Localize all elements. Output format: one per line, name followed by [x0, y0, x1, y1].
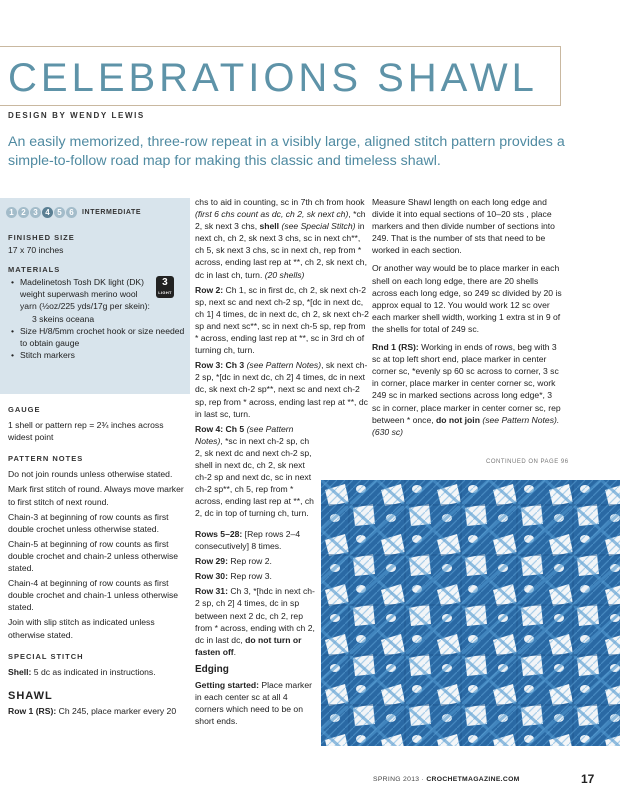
row-text: Rep row 2. [227, 556, 272, 567]
text-run: shell [259, 221, 280, 232]
row-3 [195, 359, 371, 419]
row-label: Rnd 1 (RS): [372, 342, 419, 353]
designer-byline: DESIGN BY WENDY LEWIS [8, 111, 145, 120]
text-run: (first 6 chs count as dc, ch 2, sk next ch) [195, 209, 349, 220]
row-30 [195, 570, 317, 582]
intro-deck: An easily memorized, three-row repeat in a visibly large, aligned stitch pattern provides a simple-to-follow road map for making this classic and timeless shawl. [8, 134, 565, 169]
row-text: , *sc in next ch-2 sp, ch 2, sk next dc and next ch-2 sp, shell in next dc, ch 2, sk next ch-2 sp and next dc, sc in next ch-2 sp**, ch 5, rep from * across, ending last rep at **, ch 2, dc in top of turning ch, turn. [195, 435, 314, 519]
row-note: (see Pattern Notes) [195, 423, 294, 446]
page-footer [373, 776, 520, 783]
row-4 [195, 423, 315, 520]
row-emphasis: do not turn or fasten off [195, 634, 302, 657]
row-text: Ch 245, place marker every 20 [56, 705, 177, 716]
skill-dot: 1 [6, 207, 17, 218]
rows-5-28 [195, 528, 317, 552]
note-item: Chain-5 at beginning of row counts as first double crochet and chain-2 unless otherwise stated. [8, 538, 179, 574]
text-run: in next ch, ch 2, sk next 3 chs, sc in next ch**, ch 5, sk next 3 chs, sc in next ch, rep from * across, ending last rep at **, ch 2, sk next ch, dc in last ch, turn. [195, 221, 367, 280]
row-text: Working in ends of rows, beg with 3 sc at top left short end, place marker in center corner sc, *evenly sp 60 sc across to corner, 3 sc in corner, place marker in center corner sc, work 249 sc in marked sections across long edge*, 3 sc in corner, place marker in center corner sc, rep between * once, [372, 342, 561, 425]
issue-label: SPRING 2013 · [373, 776, 427, 783]
finished-size-heading: FINISHED SIZE [8, 233, 75, 242]
text-run: (20 shells) [264, 269, 305, 280]
column-2 [195, 196, 371, 522]
row-note: (see Pattern Notes) [244, 360, 322, 371]
edging-heading: Edging [195, 663, 229, 675]
special-stitch-text [8, 666, 188, 678]
row-label: Row 2: [195, 284, 224, 295]
row-text: Ch 1, sc in first dc, ch 2, sk next ch-2 sp, next sc and next ch-2 sp, *[dc in next dc, ch 1] 4 times, dc in next dc, ch 2, sk next ch-2 sp and next sc**, sc in next ch-5 sp, rep from * across, ending last rep at **, sc in 3rd ch of turning ch, turn. [195, 284, 369, 356]
column-2-lower [195, 528, 317, 730]
row-29 [195, 555, 317, 567]
special-stitch-heading: SPECIAL STITCH [8, 651, 84, 661]
material-subitem: 3 skeins oceana [32, 313, 95, 324]
row-emphasis: do not join [436, 414, 480, 425]
row-label: Row 30: [195, 571, 228, 582]
paragraph: Measure Shawl length on each long edge and divide it into equal sections of 10–20 sts , place markers and then divide number of sections into 249. That is the number of sts that need to be worked in each section. [372, 197, 555, 256]
row-label: Row 3: Ch 3 [195, 360, 245, 371]
row-31 [195, 585, 317, 658]
note-item: Do not join rounds unless otherwise stated. [8, 469, 173, 480]
stitch-pattern-photo [321, 480, 620, 746]
row-label: Getting started: [195, 680, 259, 691]
column-1 [8, 404, 188, 720]
yarn-weight-label: LIGHT [158, 290, 172, 295]
yarn-weight-icon [156, 276, 174, 298]
material-item [20, 313, 188, 325]
row-label: Row 4: Ch 5 [195, 423, 245, 434]
skill-dot: 5 [54, 207, 65, 218]
row-text: [Rep rows 2–4 consecutively] 8 times. [195, 529, 301, 552]
row-note: (see Pattern Notes). (630 sc) [372, 414, 560, 437]
text-run: chs to aid in counting, sc in 7th ch from hook [195, 197, 365, 207]
yarn-weight-number: 3 [162, 277, 168, 288]
special-stitch-desc: 5 dc as indicated in instructions. [31, 666, 156, 677]
text-run: (see Special Stitch) [279, 221, 356, 232]
row-text: Place marker in each center sc at all 4 corners which need to be on short ends. [195, 680, 312, 727]
getting-started [195, 679, 317, 727]
skill-level-label: INTERMEDIATE [82, 209, 142, 216]
gauge-heading: GAUGE [8, 405, 41, 414]
page-title: CELEBRATIONS SHAWL [8, 56, 538, 100]
paragraph: Or another way would be to place marker in each shell on each long edge, there are 20 shells across each long edge, so 249 sc divided by 20 is approx equal to 12. You would work 12 sc over each marker shell width, working 1 extra st in 9 of the shells for total of 249 sc. [372, 263, 562, 334]
row-label: Row 29: [195, 556, 228, 567]
row-text: Ch 3, *[hdc in next ch-2 sp, ch 2] 4 times, dc in sp between next 2 dc, ch 2, rep from * across, ending with ch 2, dc in last dc, [195, 586, 315, 645]
note-item: Join with slip stitch as indicated unless otherwise stated. [8, 617, 155, 640]
text-run: , *ch 2, sk next 3 chs, [195, 209, 366, 232]
column-3 [372, 196, 562, 441]
website-label: CROCHETMAGAZINE.COM [426, 776, 520, 783]
finished-size-value: 17 x 70 inches [8, 245, 64, 256]
continued-note: CONTINUED ON PAGE 96 [486, 459, 569, 465]
material-item: • Size H/8/5mm crochet hook or size needed to obtain gauge [20, 325, 188, 349]
row-label: Row 31: [195, 586, 228, 597]
materials-heading: MATERIALS [8, 265, 61, 275]
skill-level-indicator [6, 207, 141, 218]
row-label: Rows 5–28: [195, 529, 243, 539]
material-item: • Madelinetosh Tosh DK light (DK) weight superwash merino wool yarn (½oz/225 yds/17g per skein): [20, 276, 150, 312]
row-text: Rep row 3. [227, 571, 272, 582]
skill-dot: 3 [30, 207, 41, 218]
shawl-heading: SHAWL [8, 689, 53, 702]
row-1-continued [195, 196, 371, 281]
row-2 [195, 284, 371, 357]
special-stitch-label: Shell: [8, 666, 32, 677]
note-item: Chain-3 at beginning of row counts as first double crochet unless otherwise stated. [8, 511, 169, 534]
note-item: Chain-4 at beginning of row counts as first double crochet and chain-1 unless otherwise stated. [8, 578, 179, 613]
gauge-text: 1 shell or pattern rep = 2¾ inches across widest point [8, 420, 164, 443]
material-item: • Stitch markers [20, 349, 188, 361]
row-text: . [233, 646, 237, 657]
note-item: Mark first stitch of round. Always move marker to first stitch of next round. [8, 484, 184, 507]
skill-dot-active: 4 [42, 207, 53, 218]
row-text: , sk next ch-2 sp, *[dc in next dc, ch 2] 4 times, dc in next dc, sk next ch-2 sp**, next sc and next ch-2 sp, rep from * across, ending last rep at **, dc in last sc, turn. [195, 360, 368, 419]
row-1 [8, 705, 188, 717]
page-number: 17 [581, 772, 595, 786]
rnd-1 [372, 341, 562, 438]
skill-dot: 2 [18, 207, 29, 218]
pattern-notes-heading: PATTERN NOTES [8, 454, 84, 464]
skill-dot: 6 [66, 207, 77, 218]
row-label: Row 1 (RS): [8, 705, 57, 716]
